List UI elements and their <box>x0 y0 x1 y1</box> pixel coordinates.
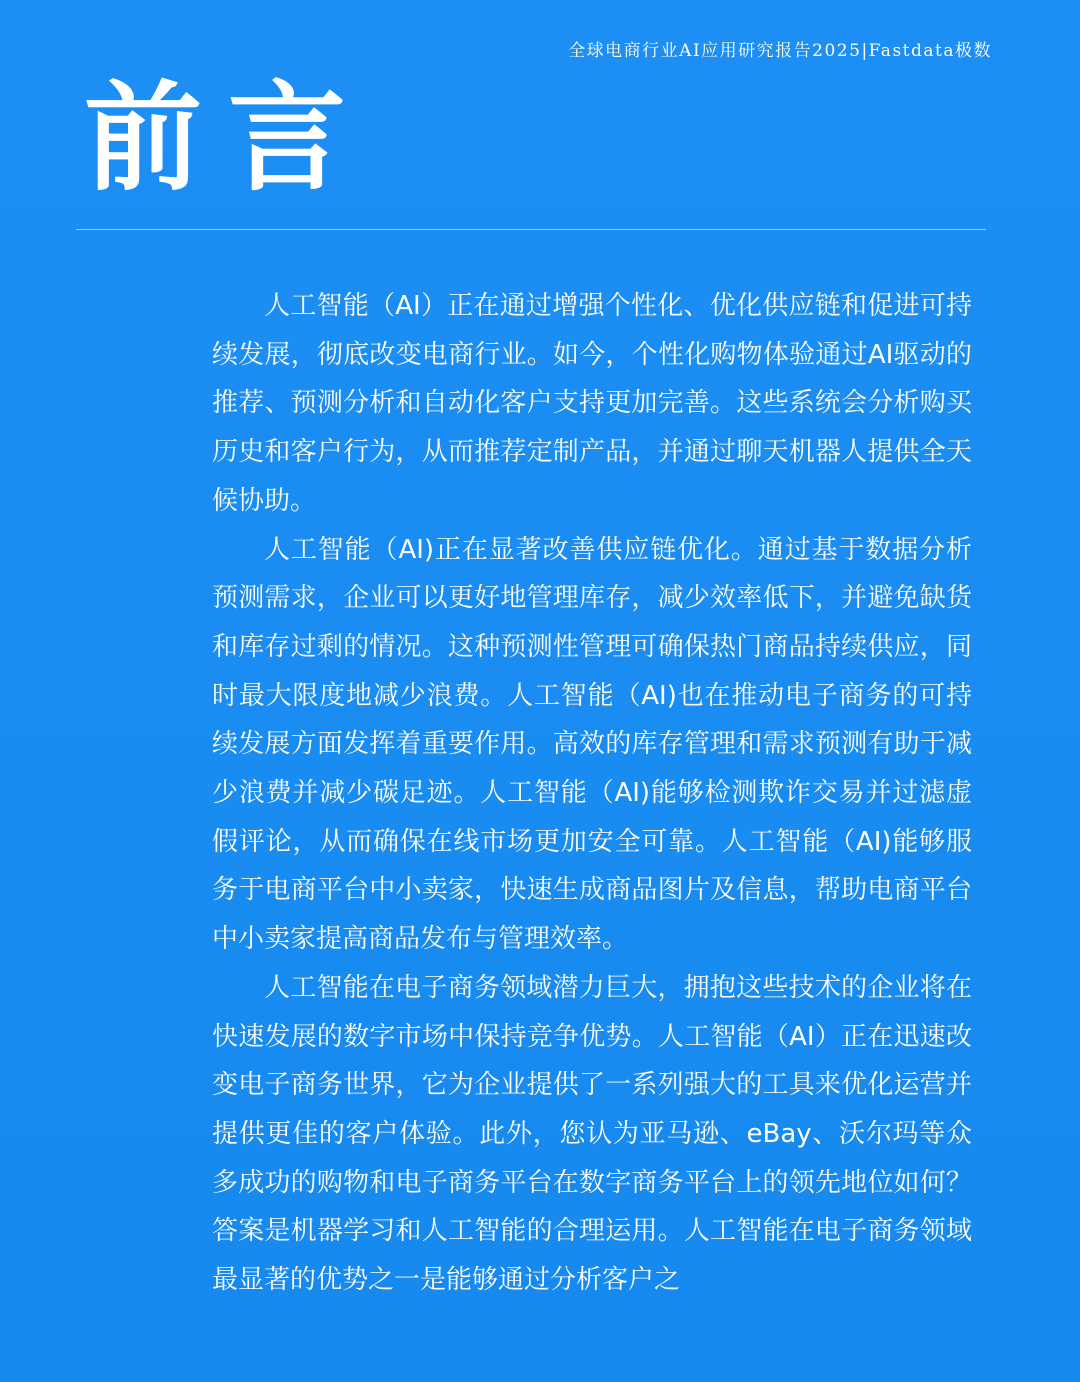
title-divider <box>76 229 986 230</box>
paragraph: 人工智能在电子商务领域潜力巨大，拥抱这些技术的企业将在快速发展的数字市场中保持竞争优势。人工智能（AI）正在迅速改变电子商务世界，它为企业提供了一系列强大的工具来优化运营并提供更佳的客户体验。此外，您认为亚马逊、eBay、沃尔玛等众多成功的购物和电子商务平台在数字商务平台上的领先地位如何？答案是机器学习和人工智能的合理运用。人工智能在电子商务领域最显著的优势之一是能够通过分析客户之 <box>212 972 972 1296</box>
body-text <box>212 282 972 1305</box>
page-title: 前言 <box>84 68 373 207</box>
paragraph: 人工智能（AI)正在显著改善供应链优化。通过基于数据分析预测需求，企业可以更好地管理库存，减少效率低下，并避免缺货和库存过剩的情况。这种预测性管理可确保热门商品持续供应，同时最大限度地减少浪费。人工智能（AI)也在推动电子商务的可持续发展方面发挥着重要作用。高效的库存管理和需求预测有助于减少浪费并减少碳足迹。人工智能（AI)能够检测欺诈交易并过滤虚假评论，从而确保在线市场更加安全可靠。人工智能（AI)能够服务于电商平台中小卖家，快速生成商品图片及信息，帮助电商平台中小卖家提高商品发布与管理效率。 <box>212 534 972 955</box>
report-header: 全球电商行业AI应用研究报告2025|Fastdata极数 <box>568 41 992 61</box>
paragraph: 人工智能（AI）正在通过增强个性化、优化供应链和促进可持续发展，彻底改变电商行业。如今，个性化购物体验通过AI驱动的推荐、预测分析和自动化客户支持更加完善。这些系统会分析购买历史和客户行为，从而推荐定制产品，并通过聊天机器人提供全天候协助。 <box>212 291 972 516</box>
